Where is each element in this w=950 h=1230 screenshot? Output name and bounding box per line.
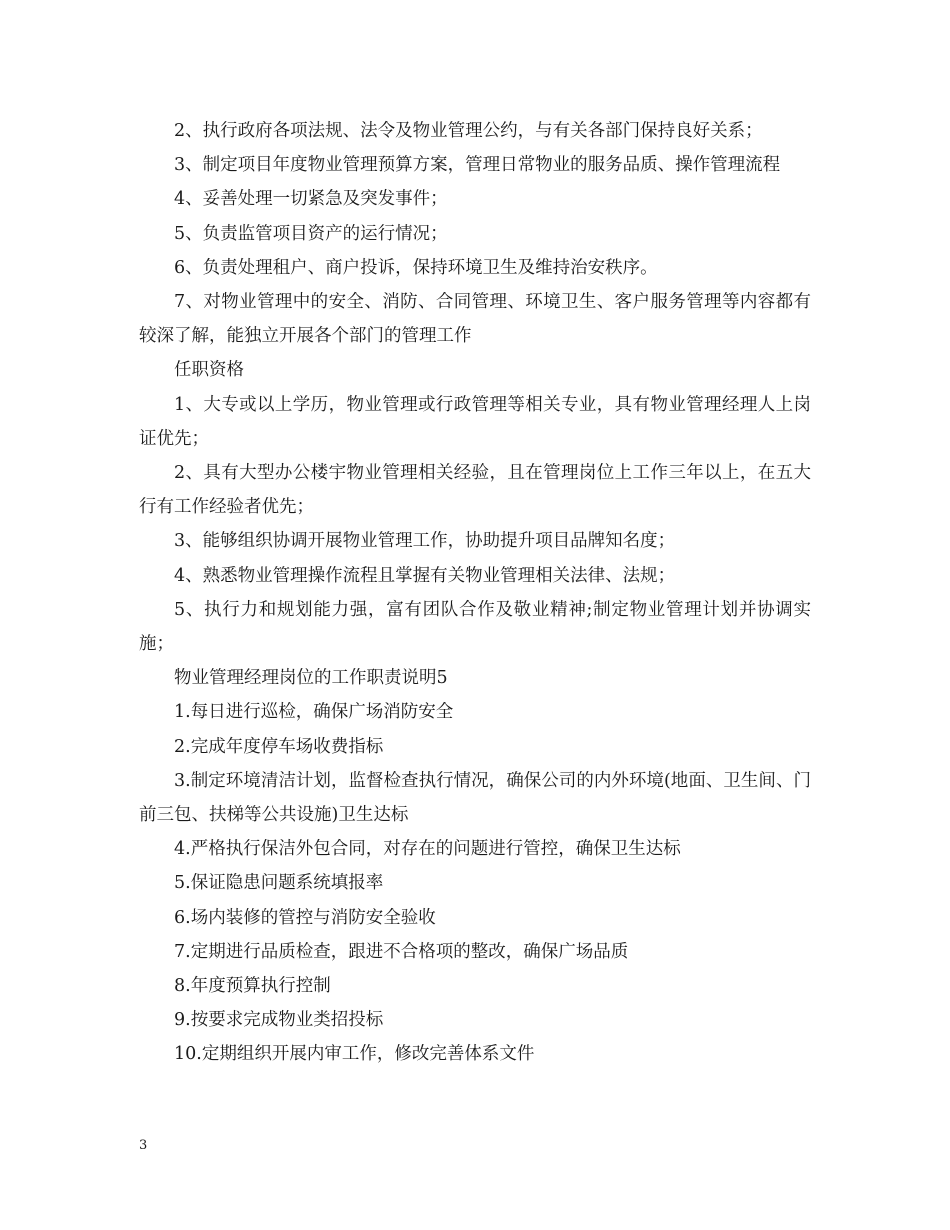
list-item-1: 1.每日进行巡检，确保广场消防安全: [174, 702, 454, 723]
list-item-5: 5.保证隐患问题系统填报率: [174, 873, 384, 894]
list-item-3: 3.制定环境清洁计划，监督检查执行情况，确保公司的内外环境(地面、卫生间、门前三包、扶梯等公共设施)卫生达标: [139, 770, 811, 826]
paragraph-qualification-5: 5、执行力和规划能力强，富有团队合作及敬业精神;制定物业管理计划并协调实施；: [139, 599, 811, 655]
paragraph-qualification-4: 4、熟悉物业管理操作流程且掌握有关物业管理相关法律、法规；: [174, 565, 676, 586]
list-item-7: 7.定期进行品质检查，跟进不合格项的整改，确保广场品质: [174, 941, 629, 962]
list-item-2: 2.完成年度停车场收费指标: [174, 736, 384, 757]
paragraph-qualification-1: 1、大专或以上学历，物业管理或行政管理等相关专业，具有物业管理经理人上岗证优先；: [139, 394, 811, 449]
paragraph-qualification-3: 3、能够组织协调开展物业管理工作，协助提升项目品牌知名度；: [174, 531, 676, 552]
paragraph-duty-5: 5、负责监管项目资产的运行情况；: [174, 223, 448, 244]
paragraph-duty-6: 6、负责处理租户、商户投诉，保持环境卫生及维持治安秩序。: [174, 257, 658, 278]
list-item-10: 10.定期组织开展内审工作，修改完善体系文件: [174, 1044, 535, 1065]
document-body: [139, 114, 811, 1072]
paragraph-duty-7: 7、对物业管理中的安全、消防、合同管理、环境卫生、客户服务管理等内容都有较深了解，能独立开展各个部门的管理工作: [139, 292, 811, 347]
list-item-9: 9.按要求完成物业类招投标: [174, 1010, 384, 1031]
paragraph-duty-4: 4、妥善处理一切紧急及突发事件；: [174, 189, 448, 210]
list-item-8: 8.年度预算执行控制: [174, 976, 331, 997]
paragraph-duty-2: 2、执行政府各项法规、法令及物业管理公约，与有关各部门保持良好关系；: [174, 121, 763, 141]
paragraph-qualification-2: 2、具有大型办公楼宇物业管理相关经验，且在管理岗位上工作三年以上，在五大行有工作经验者优先；: [139, 463, 811, 518]
paragraph-duty-3: 3、制定项目年度物业管理预算方案，管理日常物业的服务品质、操作管理流程: [174, 155, 781, 176]
page-number: 3: [139, 1138, 148, 1153]
section-heading-qualifications: 任职资格: [174, 360, 244, 381]
list-item-4: 4.严格执行保洁外包合同，对存在的问题进行管控，确保卫生达标: [174, 839, 681, 860]
section-heading-job-description-5: 物业管理经理岗位的工作职责说明5: [174, 668, 448, 689]
list-item-6: 6.场内装修的管控与消防安全验收: [174, 907, 436, 928]
